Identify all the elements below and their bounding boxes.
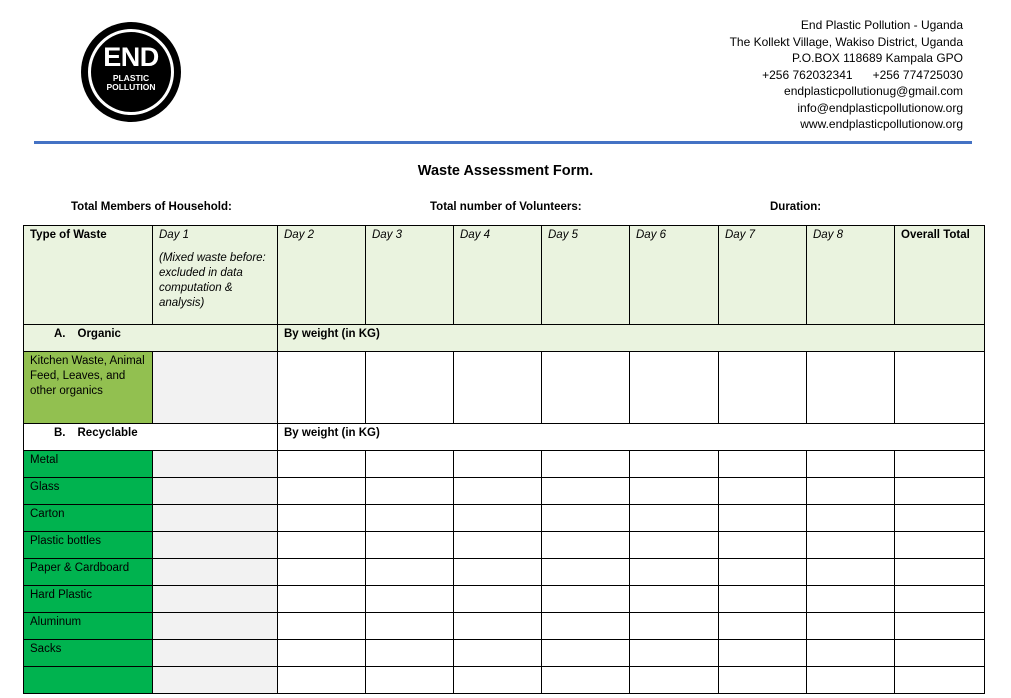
day-1-cell[interactable] [153, 640, 278, 667]
header-overall-total: Overall Total [895, 226, 985, 325]
entry-cell[interactable] [630, 478, 719, 505]
day-1-cell[interactable] [153, 451, 278, 478]
entry-cell[interactable] [542, 667, 630, 694]
entry-cell[interactable] [454, 451, 542, 478]
org-phone-2: +256 774725030 [872, 67, 963, 82]
logo-text-pollution: POLLUTION [106, 82, 156, 92]
section-recyclable-label [24, 424, 278, 451]
section-recyclable-unit: By weight (in KG) [278, 424, 985, 451]
entry-cell[interactable] [807, 667, 895, 694]
entry-cell[interactable] [807, 559, 895, 586]
entry-cell[interactable] [719, 667, 807, 694]
entry-cell[interactable] [454, 667, 542, 694]
entry-cell[interactable] [278, 559, 366, 586]
entry-cell[interactable] [366, 640, 454, 667]
entry-cell[interactable] [278, 667, 366, 694]
day-1-cell[interactable] [153, 352, 278, 424]
entry-cell[interactable] [719, 478, 807, 505]
section-organic-title: Organic [77, 328, 121, 340]
entry-cell[interactable] [542, 640, 630, 667]
entry-cell[interactable] [278, 640, 366, 667]
recyclable-item-row [24, 532, 985, 559]
recyclable-items [24, 451, 985, 694]
entry-cell[interactable] [542, 478, 630, 505]
total-cell[interactable] [895, 451, 985, 478]
end-plastic-pollution-logo [81, 22, 181, 122]
section-recyclable-row [24, 424, 985, 451]
entry-cell[interactable] [542, 505, 630, 532]
total-cell[interactable] [895, 505, 985, 532]
org-pobox: P.O.BOX 118689 Kampala GPO [792, 51, 963, 65]
entry-cell[interactable] [278, 586, 366, 613]
entry-cell[interactable] [454, 640, 542, 667]
header-day-1 [153, 226, 278, 325]
form-title: Waste Assessment Form. [417, 163, 594, 179]
total-cell[interactable] [895, 586, 985, 613]
total-cell[interactable] [895, 352, 985, 424]
entry-cell[interactable] [807, 532, 895, 559]
entry-cell[interactable] [366, 505, 454, 532]
entry-cell[interactable] [807, 640, 895, 667]
recyclable-item-label: Metal [24, 451, 153, 478]
entry-cell[interactable] [807, 613, 895, 640]
entry-cell[interactable] [542, 613, 630, 640]
recyclable-item-label: Plastic bottles [24, 532, 153, 559]
entry-cell[interactable] [630, 352, 719, 424]
total-cell[interactable] [895, 532, 985, 559]
entry-cell[interactable] [807, 451, 895, 478]
header-day-6: Day 6 [630, 226, 719, 325]
entry-cell[interactable] [630, 505, 719, 532]
entry-cell[interactable] [454, 505, 542, 532]
entry-cell[interactable] [366, 478, 454, 505]
header-type-of-waste: Type of Waste [24, 226, 153, 325]
entry-cell[interactable] [630, 451, 719, 478]
entry-cell[interactable] [630, 559, 719, 586]
entry-cell[interactable] [278, 505, 366, 532]
total-cell[interactable] [895, 559, 985, 586]
entry-cell[interactable] [719, 640, 807, 667]
table-header-row [24, 226, 985, 325]
recyclable-item-row [24, 640, 985, 667]
waste-assessment-table [23, 225, 985, 694]
org-website[interactable]: www.endplasticpollutionow.org [800, 117, 963, 131]
entry-cell[interactable] [807, 352, 895, 424]
total-cell[interactable] [895, 613, 985, 640]
recyclable-item-label: Aluminum [24, 613, 153, 640]
recyclable-item-row [24, 667, 985, 694]
day-1-cell[interactable] [153, 532, 278, 559]
entry-cell[interactable] [454, 613, 542, 640]
recyclable-item-label: Glass [24, 478, 153, 505]
header-day-4: Day 4 [454, 226, 542, 325]
recyclable-item-label [24, 667, 153, 694]
entry-cell[interactable] [807, 478, 895, 505]
org-name: End Plastic Pollution - Uganda [800, 18, 963, 32]
org-phone-1: +256 762032341 [762, 67, 853, 82]
entry-cell[interactable] [719, 532, 807, 559]
entry-cell[interactable] [542, 451, 630, 478]
duration-label: Duration: [770, 201, 822, 213]
entry-cell[interactable] [278, 451, 366, 478]
recyclable-item-row [24, 478, 985, 505]
entry-cell[interactable] [366, 559, 454, 586]
header-day-3: Day 3 [366, 226, 454, 325]
recyclable-item-row [24, 586, 985, 613]
entry-cell[interactable] [278, 478, 366, 505]
entry-cell[interactable] [719, 451, 807, 478]
recyclable-item-label: Carton [24, 505, 153, 532]
entry-cell[interactable] [366, 613, 454, 640]
entry-cell[interactable] [366, 352, 454, 424]
org-phones [730, 67, 963, 84]
entry-cell[interactable] [454, 559, 542, 586]
day-1-note: (Mixed waste before: excluded in data computation & analysis) [159, 252, 266, 309]
day-1-cell[interactable] [153, 613, 278, 640]
entry-cell[interactable] [542, 532, 630, 559]
org-address: The Kollekt Village, Wakiso District, Uganda [729, 34, 963, 49]
day-1-cell[interactable] [153, 505, 278, 532]
entry-cell[interactable] [807, 505, 895, 532]
organization-address-block [730, 17, 963, 133]
entry-cell[interactable] [719, 505, 807, 532]
entry-cell[interactable] [278, 352, 366, 424]
recyclable-item-row [24, 613, 985, 640]
entry-cell[interactable] [454, 352, 542, 424]
entry-cell[interactable] [542, 586, 630, 613]
entry-cell[interactable] [454, 586, 542, 613]
entry-cell[interactable] [630, 613, 719, 640]
entry-cell[interactable] [630, 586, 719, 613]
total-cell[interactable] [895, 667, 985, 694]
logo-text-end: END [103, 42, 159, 72]
recyclable-item-label: Sacks [24, 640, 153, 667]
header-day-8: Day 8 [807, 226, 895, 325]
volunteers-label: Total number of Volunteers: [430, 201, 582, 213]
day-1-cell[interactable] [153, 667, 278, 694]
entry-cell[interactable] [366, 586, 454, 613]
logo-text-plastic: PLASTIC [112, 73, 150, 83]
total-cell[interactable] [895, 478, 985, 505]
entry-cell[interactable] [366, 667, 454, 694]
total-cell[interactable] [895, 640, 985, 667]
header-day-7: Day 7 [719, 226, 807, 325]
entry-cell[interactable] [630, 667, 719, 694]
organic-item-label: Kitchen Waste, Animal Feed, Leaves, and other organics [24, 352, 153, 424]
entry-cell[interactable] [719, 613, 807, 640]
header-day-2: Day 2 [278, 226, 366, 325]
entry-cell[interactable] [542, 352, 630, 424]
entry-cell[interactable] [278, 532, 366, 559]
entry-cell[interactable] [719, 586, 807, 613]
section-organic-unit: By weight (in KG) [278, 325, 985, 352]
recyclable-item-label: Paper & Cardboard [24, 559, 153, 586]
entry-cell[interactable] [366, 451, 454, 478]
section-organic-row [24, 325, 985, 352]
entry-cell[interactable] [454, 532, 542, 559]
recyclable-item-row [24, 451, 985, 478]
entry-cell[interactable] [719, 559, 807, 586]
organic-item-row [24, 352, 985, 424]
day-1-cell[interactable] [153, 478, 278, 505]
entry-cell[interactable] [807, 586, 895, 613]
org-email-2[interactable]: info@endplasticpollutionow.org [797, 100, 963, 115]
entry-cell[interactable] [630, 640, 719, 667]
section-letter-b: B. [54, 427, 66, 439]
household-members-label: Total Members of Household: [71, 201, 232, 213]
entry-cell[interactable] [719, 352, 807, 424]
entry-cell[interactable] [366, 532, 454, 559]
recyclable-item-row [24, 505, 985, 532]
entry-cell[interactable] [542, 559, 630, 586]
recyclable-item-row [24, 559, 985, 586]
section-letter-a: A. [54, 328, 66, 340]
day-1-label: Day 1 [159, 229, 190, 241]
header-day-5: Day 5 [542, 226, 630, 325]
entry-cell[interactable] [278, 613, 366, 640]
section-organic-label [24, 325, 278, 352]
entry-cell[interactable] [454, 478, 542, 505]
day-1-cell[interactable] [153, 559, 278, 586]
header-divider [34, 141, 972, 144]
day-1-cell[interactable] [153, 586, 278, 613]
recyclable-item-label: Hard Plastic [24, 586, 153, 613]
section-recyclable-title: Recyclable [77, 427, 138, 439]
org-email-1[interactable]: endplasticpollutionug@gmail.com [784, 84, 963, 98]
entry-cell[interactable] [630, 532, 719, 559]
